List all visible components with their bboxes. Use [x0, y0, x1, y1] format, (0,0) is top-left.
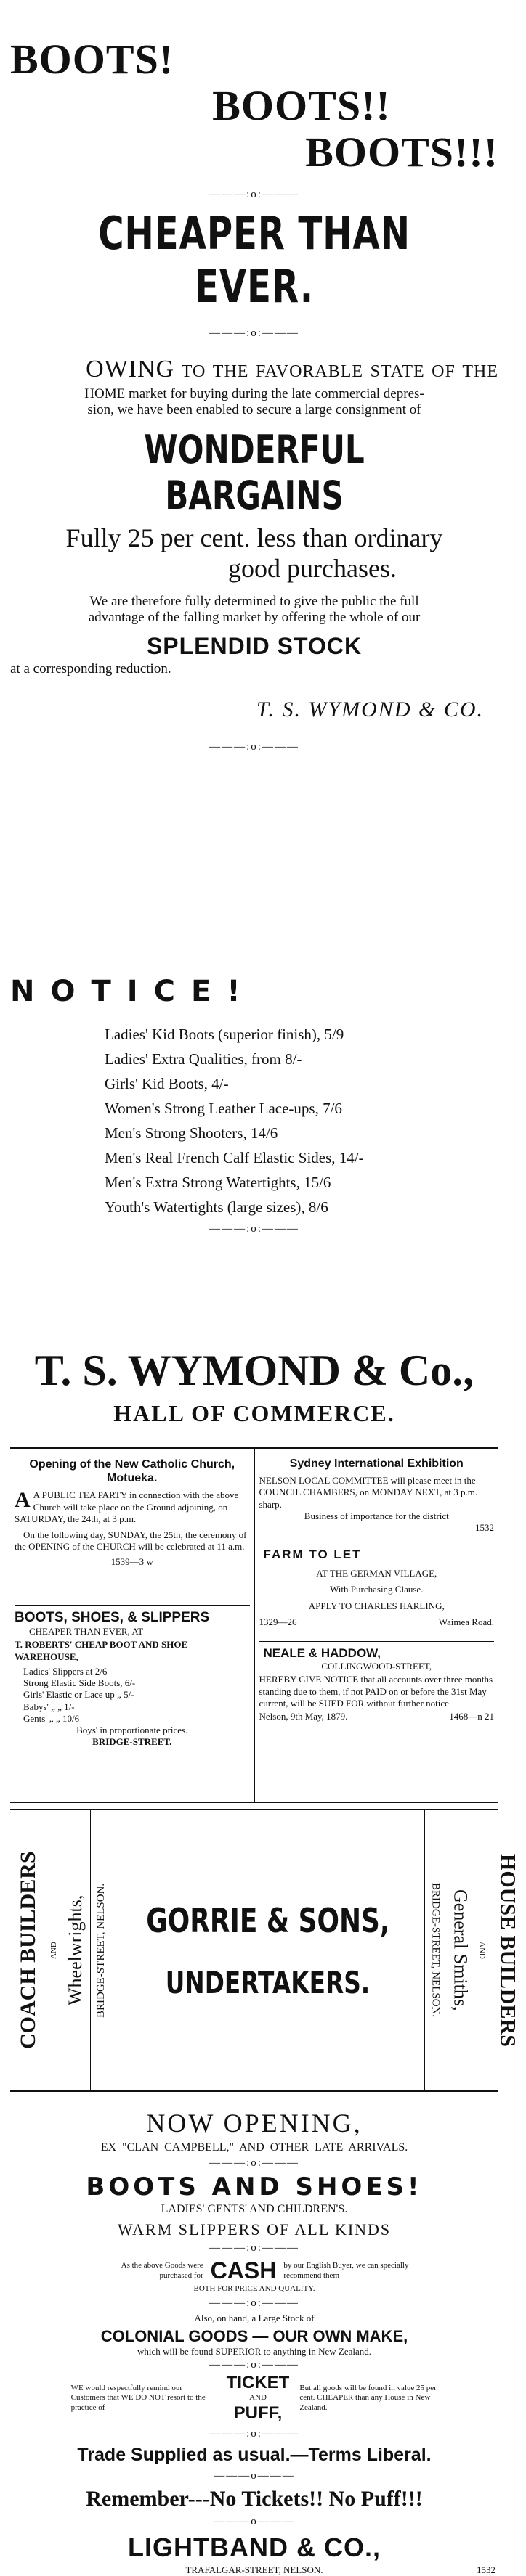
sydney-body-2: Business of importance for the district — [304, 1510, 449, 1521]
newspaper-page — [0, 36, 520, 2575]
neale-title: NEALE & HADDOW, — [263, 1646, 381, 1660]
gorrie-sons-name-text: GORRIE & SONS, — [146, 1900, 390, 1940]
roberts-boot-ad — [15, 1606, 250, 1753]
cash-left-text: As the above Goods were purchased for — [121, 2260, 203, 2280]
list-item: Girls' Kid Boots, 4/- — [105, 1075, 229, 1092]
splendid-stock-heading: SPLENDID STOCK — [146, 633, 363, 659]
catholic-church-title: Opening of the New Catholic Church, Motueka. — [29, 1458, 235, 1485]
roberts-prices — [15, 1666, 250, 1725]
list-item: Strong Elastic Side Boots, 6/- — [23, 1677, 136, 1688]
boots-advertisement — [10, 36, 498, 969]
separator: ———:o:——— — [209, 2359, 299, 2371]
neale-date: Nelson, 9th May, 1879. — [259, 1711, 348, 1722]
general-smiths-label: General Smiths, — [450, 1889, 472, 2011]
roberts-name: T. ROBERTS' CHEAP BOOT AND SHOE WAREHOUSE, — [15, 1639, 188, 1662]
gorrie-sons-ad — [10, 1809, 520, 2092]
separator: ———:o:——— — [209, 2157, 299, 2169]
cheaper-wrap — [10, 207, 498, 313]
trafalgar-street-row — [10, 2564, 498, 2576]
list-item: Gents' „ „ 10/6 — [23, 1712, 80, 1724]
fully-25-line-2: good purchases. — [228, 554, 397, 583]
catholic-church-ref: 1539—3 w — [110, 1555, 153, 1567]
separator: ———:o:——— — [209, 2428, 299, 2440]
dropcap: A — [15, 1488, 31, 1513]
now-opening-heading: NOW OPENING, — [146, 2109, 363, 2138]
separator: ———o——— — [214, 2516, 295, 2527]
sydney-exhibition-ad — [259, 1453, 495, 1540]
left-column — [10, 1449, 254, 1802]
roberts-sub: CHEAPER THAN EVER, AT — [29, 1626, 144, 1637]
wymond-signature: T. S. WYMOND & CO. — [256, 698, 484, 721]
wheelwrights-label: Wheelwrights, — [65, 1894, 86, 2006]
also-on-hand: Also, on hand, a Large Stock of — [194, 2312, 315, 2323]
ticket-word: TICKET — [226, 2373, 290, 2393]
notice-heading: NOTICE! — [10, 975, 256, 1008]
gorrie-sons-name — [112, 1901, 424, 1940]
neale-date-row — [259, 1711, 495, 1722]
remember-line: Remember---No Tickets!! No Puff!!! — [86, 2487, 423, 2511]
list-item: Men's Real French Calf Elastic Sides, 14/- — [105, 1149, 364, 1166]
determined-line-1: We are therefore fully determined to give the public the full — [89, 594, 419, 609]
cheaper-than-ever-heading: CHEAPER THAN EVER. — [98, 207, 410, 313]
separator: ———:o:——— — [209, 1223, 299, 1235]
list-item: Ladies' Extra Qualities, from 8/- — [105, 1050, 302, 1068]
trade-supplied-line: Trade Supplied as usual.—Terms Liberal. — [77, 2445, 432, 2465]
left-and-label: AND — [49, 1942, 58, 1959]
farm-ref: 1329—26 — [259, 1616, 297, 1627]
farm-location: AT THE GERMAN VILLAGE, — [316, 1568, 437, 1579]
coach-builders-label: COACH BUILDERS — [16, 1851, 40, 2050]
both-price-quality: BOTH FOR PRICE AND QUALITY. — [193, 2284, 315, 2293]
right-column — [254, 1449, 499, 1802]
list-item: Girls' Elastic or Lace up „ 5/- — [23, 1689, 134, 1701]
wonderful-bargains-heading: WONDERFUL BARGAINS — [144, 427, 365, 518]
catholic-church-text: A PUBLIC TEA PARTY in connection with the above Church will take place on the Ground adjoining, on SATURDAY, the 24th, at 3 p.m. — [15, 1489, 239, 1524]
list-item: Ladies' Kid Boots (superior finish), 5/9 — [105, 1026, 344, 1043]
warm-slippers-line: WARM SLIPPERS OF ALL KINDS — [117, 2220, 392, 2238]
headline-boots-1: BOOTS! — [10, 36, 174, 83]
separator: ———:o:——— — [209, 741, 299, 753]
reduction-line: at a corresponding reduction. — [10, 661, 171, 676]
intro-line-2: HOME market for buying during the late commercial depres- — [84, 386, 424, 401]
right-and-label: AND — [477, 1942, 487, 1959]
sydney-ref: 1532 — [475, 1522, 494, 1533]
neale-street: COLLINGWOOD-STREET, — [321, 1661, 432, 1672]
right-bridge-street-label: BRIDGE-STREET, NELSON. — [424, 1810, 446, 2090]
ticket-puff-block — [227, 2373, 290, 2424]
separator: ———:o:——— — [209, 2297, 299, 2309]
hall-of-commerce: HALL OF COMMERCE. — [113, 1400, 395, 1426]
sydney-body: NELSON LOCAL COMMITTEE will please meet in the COUNCIL CHAMBERS, on MONDAY NEXT, at 3 p.m. sharp. — [259, 1475, 478, 1510]
neale-body: HEREBY GIVE NOTICE that all accounts over three months standing due to them, if not PAID on or before the 31st May current, will be SUED FOR without further notice. — [259, 1674, 493, 1709]
ticket-row — [10, 2373, 498, 2424]
farm-clause: With Purchasing Clause. — [330, 1584, 424, 1595]
catholic-church-body — [15, 1489, 250, 1525]
ticket-left-text: WE would respectfully remind our Customers that WE DO NOT resort to the practice of — [70, 2383, 206, 2412]
lightband-firm-name: LIGHTBAND & CO., — [128, 2532, 381, 2562]
lightband-advertisement — [10, 2092, 498, 2576]
cash-right-text: by our English Buyer, we can specially recommend them — [283, 2260, 409, 2280]
catholic-church-body-2: On the following day, SUNDAY, the 25th, the ceremony of the OPENING of the CHURCH will be celebrated at 11 a.m. — [15, 1529, 247, 1553]
sydney-title: Sydney International Exhibition — [289, 1457, 464, 1470]
separator: ———:o:——— — [209, 2242, 299, 2254]
trafalgar-street: TRAFALGAR-STREET, NELSON. — [185, 2564, 323, 2575]
fully-25-line-1: Fully 25 per cent. less than ordinary — [65, 523, 443, 552]
colonial-goods-heading: COLONIAL GOODS — OUR OWN MAKE, — [100, 2327, 408, 2345]
roberts-title: BOOTS, SHOES, & SLIPPERS — [15, 1610, 210, 1625]
separator: ———:o:——— — [209, 327, 299, 339]
roberts-street: BRIDGE-STREET. — [92, 1736, 172, 1748]
list-item: Men's Strong Shooters, 14/6 — [105, 1124, 278, 1142]
determined-line-2: advantage of the falling market by offering the whole of our — [88, 610, 421, 625]
farm-ref-row — [259, 1616, 495, 1628]
cash-row — [10, 2257, 498, 2284]
list-item: Men's Extra Strong Watertights, 15/6 — [105, 1174, 331, 1191]
farm-road: Waimea Road. — [438, 1616, 494, 1627]
small-ads-grid — [10, 1447, 498, 1803]
list-item: Youth's Watertights (large sizes), 8/6 — [105, 1198, 328, 1216]
farm-to-let-ad — [259, 1540, 495, 1642]
undertakers-text: UNDERTAKERS. — [166, 1964, 371, 2000]
list-item: Babys' „ „ 1/- — [23, 1701, 75, 1712]
list-item: Women's Strong Leather Lace-ups, 7/6 — [105, 1100, 342, 1117]
farm-apply: APPLY TO CHARLES HARLING, — [308, 1600, 445, 1611]
gorrie-center — [112, 1810, 424, 2090]
cash-word: CASH — [210, 2257, 277, 2283]
notice-list — [10, 1026, 498, 1217]
separator: ———o——— — [214, 2470, 295, 2482]
catholic-church-ad — [15, 1453, 250, 1606]
lightband-ref: 1532 — [477, 2564, 495, 2575]
roberts-note: Boys' in proportionate prices. — [76, 1725, 188, 1735]
boots-and-shoes-heading: BOOTS AND SHOES! — [86, 2172, 423, 2201]
superior-line: which will be found SUPERIOR to anything in New Zealand. — [137, 2346, 372, 2357]
puff-word: PUFF, — [233, 2403, 283, 2423]
headline-boots-2: BOOTS!! — [212, 82, 391, 129]
bargains-wrap — [10, 427, 498, 518]
separator: ———:o:——— — [209, 189, 299, 200]
wymond-firm-banner — [10, 1346, 498, 1447]
left-bridge-street-label: BRIDGE-STREET, NELSON. — [90, 1810, 112, 2090]
intro-line-1: OWING to the favorable state of the — [86, 356, 498, 383]
wymond-firm-name: T. S. WYMOND & Co., — [34, 1346, 474, 1394]
list-item: Ladies' Slippers at 2/6 — [23, 1665, 108, 1677]
intro-line-3: sion, we have been enabled to secure a large consignment of — [87, 402, 421, 417]
neale-ref: 1468—n 21 — [449, 1711, 494, 1722]
ticket-and: AND — [249, 2393, 267, 2403]
farm-title: FARM TO LET — [263, 1547, 362, 1561]
ex-clan-campbell-line: EX "CLAN CAMPBELL," AND OTHER LATE ARRIVALS. — [100, 2141, 408, 2154]
notice-section — [10, 975, 498, 1341]
undertakers-label — [137, 1965, 399, 2000]
ticket-right-text: But all goods will be found in value 25 per cent. CHEAPER than any House in New Zealand. — [299, 2383, 437, 2412]
neale-haddow-ad — [259, 1642, 495, 1727]
house-builders-label: HOUSE BUILDERS — [495, 1854, 520, 2047]
headline-boots-3: BOOTS!!! — [305, 128, 498, 176]
ladies-gents-line: LADIES' GENTS' AND CHILDREN'S. — [161, 2203, 348, 2215]
